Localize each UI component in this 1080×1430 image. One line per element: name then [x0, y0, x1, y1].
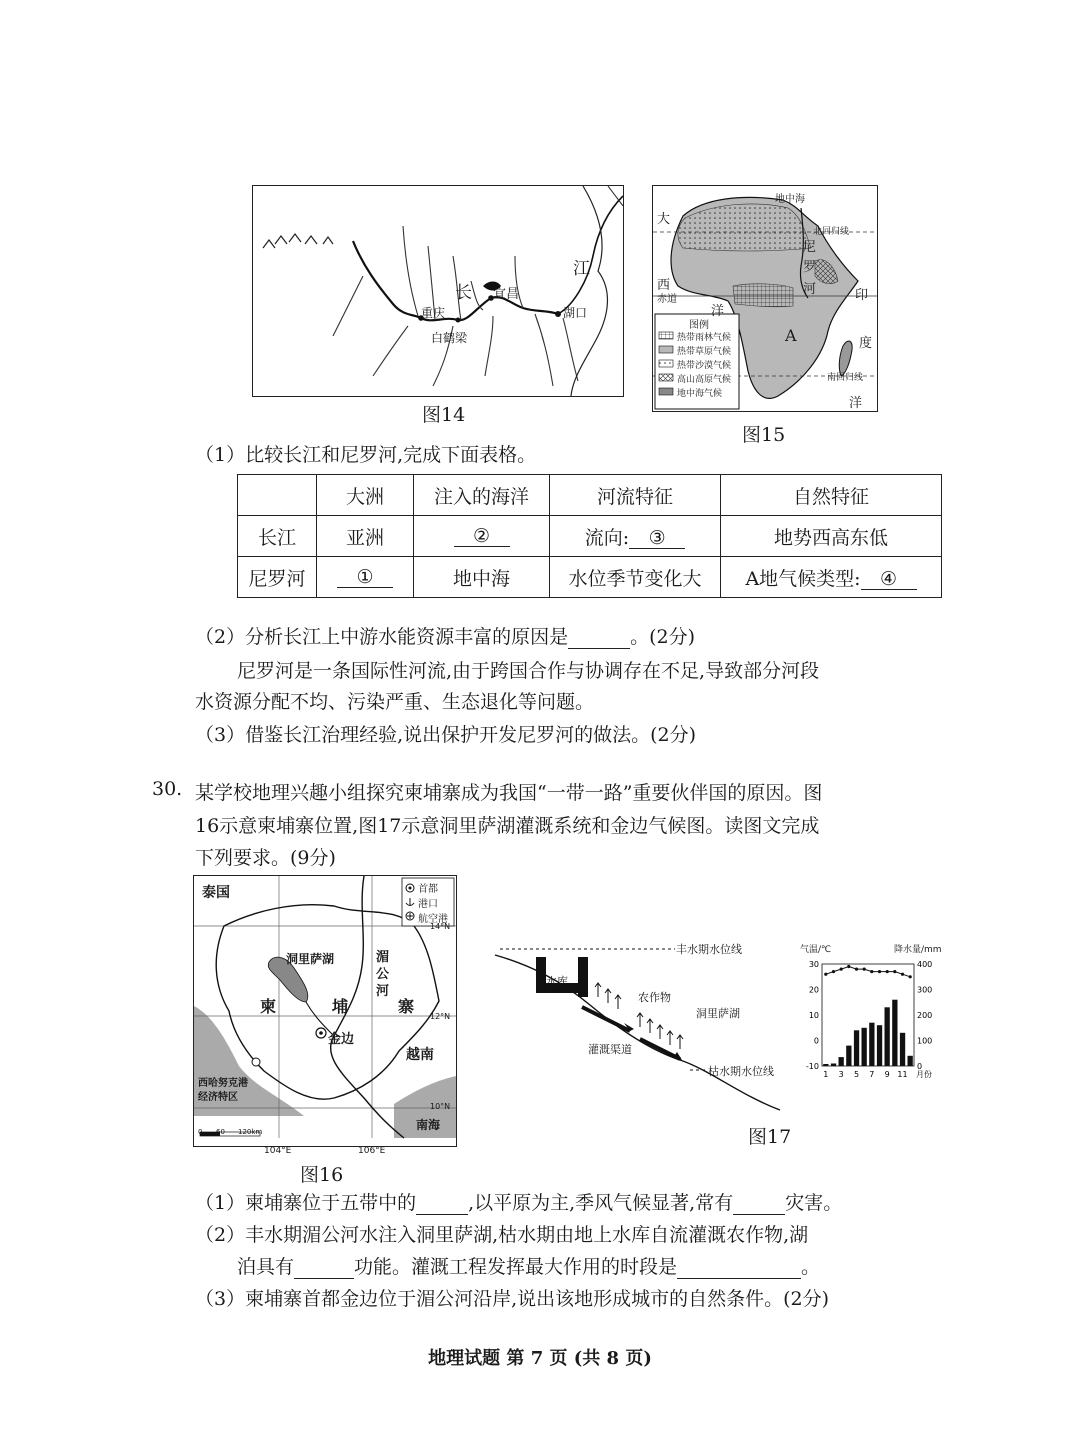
row-yangtze-continent: 亚洲 — [317, 516, 414, 557]
scale-60: 60 — [216, 1128, 225, 1136]
label-sez-1: 西哈努克港 — [198, 1078, 248, 1089]
q30-1-blank-2[interactable] — [733, 1193, 785, 1215]
label-sez-2: 经济特区 — [198, 1092, 238, 1103]
table-header-row — [238, 475, 942, 516]
precip-tick-label: 0 — [917, 1062, 923, 1071]
precip-bar — [831, 1064, 836, 1067]
label-indian-1: 印 — [855, 288, 869, 303]
row-yangtze-name: 长江 — [238, 516, 317, 557]
question-3-text: （3）借鉴长江治理经验,说出保护开发尼罗河的做法。(2分) — [195, 724, 697, 746]
hukou-dot — [555, 311, 561, 317]
question-30-number: 30. — [152, 778, 183, 800]
figure-14-caption: 图14 — [422, 404, 466, 426]
figure-14-yangtze-map — [252, 185, 624, 397]
label-nile-1: 尼 — [803, 240, 817, 255]
precip-bar — [885, 1007, 890, 1066]
month-tick-label: 5 — [853, 1070, 860, 1079]
climate-temp-axis-label: 气温/℃ — [800, 945, 832, 955]
figure-15-africa-climate-map — [652, 185, 878, 412]
precip-bar — [892, 1000, 897, 1066]
legend-highland: 高山高原气候 — [677, 375, 732, 385]
row-yangtze-nature: 地势西高东低 — [721, 516, 942, 557]
table-header-ocean: 注入的海洋 — [414, 475, 550, 516]
q30-1-blank-1[interactable] — [416, 1193, 468, 1215]
label-mekong-2: 公 — [376, 967, 390, 982]
yangtze-map-drawing — [253, 186, 623, 396]
row-nile-feature: 水位季节变化大 — [550, 557, 721, 598]
precip-tick-label: 100 — [917, 1036, 933, 1046]
label-tropic-south: 南回归线 — [827, 373, 864, 383]
row-nile-name: 尼罗河 — [238, 557, 317, 598]
label-yangtze-1: 长 — [455, 283, 472, 303]
label-hukou: 湖口 — [563, 306, 588, 320]
month-tick-label: 3 — [838, 1070, 844, 1079]
temperature-point — [824, 973, 827, 976]
legend-title: 图例 — [689, 320, 709, 331]
label-vietnam: 越南 — [406, 1047, 434, 1063]
label-lon-104: 104°E — [264, 1146, 292, 1156]
label-equator: 赤道 — [657, 294, 677, 305]
temperature-point — [855, 968, 858, 971]
question-2-blank[interactable] — [568, 627, 630, 649]
label-nile-2: 罗 — [803, 260, 817, 275]
port-symbol-icon — [252, 1058, 260, 1066]
row-yangtze-ocean-cell — [414, 516, 550, 557]
month-tick-label: 7 — [869, 1070, 875, 1079]
legend-airport: 航空港 — [418, 914, 448, 925]
climate-chart-svg — [796, 942, 946, 1090]
precip-bar — [908, 1056, 913, 1066]
table-row — [238, 516, 942, 557]
temperature-point — [909, 975, 912, 978]
figure-17-irrigation-diagram — [490, 935, 790, 1115]
label-indian-2: 度 — [859, 336, 873, 351]
q30-1-part-b: ,以平原为主,季风气候显著,常有 — [468, 1192, 734, 1214]
table-row — [238, 557, 942, 598]
label-yangtze-2: 江 — [573, 259, 590, 279]
figure-16-cambodia-map — [193, 875, 457, 1147]
climate-chart — [796, 942, 946, 1090]
label-yichang: 宜昌 — [493, 287, 520, 302]
temperature-point — [886, 970, 889, 973]
climate-type-label: A地气候类型: — [745, 567, 861, 590]
legend-capital: 首都 — [418, 884, 438, 895]
scale-120: 120km — [238, 1128, 263, 1136]
precip-bar — [877, 1025, 882, 1066]
q30-1-part-c: 灾害。 — [785, 1192, 843, 1214]
q30-2-blank-2[interactable] — [677, 1257, 801, 1279]
label-crops: 农作物 — [638, 991, 671, 1004]
temperature-point — [878, 970, 881, 973]
row-yangtze-feature-cell — [550, 516, 721, 557]
temperature-point — [870, 970, 873, 973]
nile-paragraph-line-1: 尼罗河是一条国际性河流,由于跨国合作与协调存在不足,导致部分河段 — [237, 660, 820, 682]
question-2-suffix: 。(2分) — [630, 626, 696, 648]
figure-16-caption: 图16 — [300, 1164, 344, 1186]
precip-bar — [900, 1033, 905, 1066]
blank-4[interactable]: ④ — [861, 569, 917, 591]
question-30-1 — [195, 1188, 842, 1215]
cambodia-map-drawing — [194, 876, 456, 1146]
precip-tick-label: 400 — [917, 960, 933, 969]
month-tick-label: 9 — [884, 1070, 890, 1079]
row-nile-continent-cell — [317, 557, 414, 598]
temp-tick-label: 10 — [808, 1011, 819, 1020]
row-nile-ocean: 地中海 — [414, 557, 550, 598]
month-tick-label: 11 — [897, 1070, 908, 1079]
blank-2[interactable]: ② — [454, 526, 510, 548]
label-atlantic-2: 西 — [657, 278, 671, 293]
label-lon-106: 106°E — [358, 1146, 386, 1156]
legend-port: 港口 — [418, 899, 438, 910]
table-header-natural-feature: 自然特征 — [721, 475, 942, 516]
label-indian-3: 洋 — [849, 396, 863, 411]
label-atlantic-3: 洋 — [711, 304, 725, 319]
comparison-table — [237, 474, 942, 598]
label-mekong-1: 湄 — [376, 950, 390, 965]
label-point-a: A — [785, 326, 797, 345]
label-chongqing: 重庆 — [421, 306, 446, 320]
baiheliang-dot — [456, 318, 461, 323]
precip-bar — [862, 1028, 867, 1066]
label-low-water-line: 枯水期水位线 — [708, 1065, 774, 1078]
label-tropic-north: 北回归线 — [813, 227, 850, 237]
nile-paragraph-line-2: 水资源分配不均、污染严重、生态退化等问题。 — [195, 691, 595, 713]
q30-2-part-a: 泊具有 — [237, 1256, 295, 1278]
temperature-point — [893, 970, 896, 973]
temperature-point — [847, 965, 850, 968]
month-tick-label: 1 — [823, 1070, 829, 1079]
irrigation-drawing — [490, 935, 790, 1115]
label-high-water-line: 丰水期水位线 — [676, 943, 742, 956]
question-2 — [195, 622, 695, 649]
climate-precip-axis-label: 降水量/mm — [894, 945, 942, 955]
question-30-2-line-2 — [237, 1252, 820, 1279]
temp-tick-label: 20 — [808, 985, 819, 995]
question-30-line-1: 某学校地理兴趣小组探究柬埔寨成为我国“一带一路”重要伙伴国的原因。图 — [195, 782, 823, 804]
label-lat-12: 12°N — [430, 1012, 451, 1021]
question-2-text: （2）分析长江上中游水能资源丰富的原因是 — [195, 626, 569, 648]
precip-bar — [869, 1023, 874, 1066]
precip-tick-label: 200 — [917, 1011, 933, 1020]
temperature-point — [863, 968, 866, 971]
page-footer: 地理试题 第 7 页 (共 8 页) — [428, 1348, 652, 1369]
label-reservoir-1: 地上 — [546, 962, 568, 975]
temperature-point — [832, 970, 835, 973]
question-30-line-2: 16示意柬埔寨位置,图17示意洞里萨湖灌溉系统和金边气候图。读图文完成 — [195, 815, 820, 837]
label-atlantic-1: 大 — [657, 212, 671, 227]
precip-bar — [823, 1064, 828, 1066]
label-phnom-penh: 金边 — [328, 1032, 355, 1047]
label-tonle-sap: 洞里萨湖 — [286, 952, 335, 966]
precip-bar — [839, 1057, 844, 1066]
figure-15-caption: 图15 — [742, 424, 786, 446]
temperature-point — [840, 968, 843, 971]
legend-rainforest: 热带雨林气候 — [677, 333, 732, 343]
precip-bar — [854, 1030, 859, 1066]
label-reservoir-2: 水库 — [546, 975, 568, 988]
temp-tick-label: 30 — [808, 960, 819, 969]
precip-bar — [846, 1046, 851, 1066]
table-header-river-feature: 河流特征 — [550, 475, 721, 516]
label-thailand: 泰国 — [202, 885, 230, 901]
label-cambodia-2: 埔 — [332, 997, 349, 1016]
temp-tick-label: 0 — [813, 1036, 819, 1046]
temperature-point — [901, 973, 904, 976]
blank-3[interactable]: ③ — [629, 528, 685, 550]
row-nile-nature-cell — [721, 557, 942, 598]
legend-savanna: 热带草原气候 — [677, 347, 732, 357]
q30-2-part-b: 功能。灌溉工程发挥最大作用的时段是 — [354, 1256, 678, 1278]
label-baiheliang: 白鹤梁 — [431, 331, 468, 345]
label-cambodia-1: 柬 — [260, 997, 277, 1016]
q30-1-part-a: （1）柬埔寨位于五带中的 — [195, 1192, 417, 1214]
label-mediterranean: 地中海 — [775, 194, 805, 205]
temp-tick-label: -10 — [805, 1062, 819, 1071]
label-nile-3: 河 — [803, 282, 817, 297]
table-header-continent: 大洲 — [317, 475, 414, 516]
label-mekong-3: 河 — [376, 984, 390, 999]
q30-2-part-c: 。 — [801, 1256, 821, 1278]
blank-1[interactable]: ① — [337, 567, 393, 589]
temperature-line — [826, 967, 910, 977]
question-1-text: （1）比较长江和尼罗河,完成下面表格。 — [195, 444, 537, 466]
label-lat-10: 10°N — [430, 1102, 451, 1111]
label-cambodia-3: 寨 — [398, 997, 415, 1016]
legend-mediterranean: 地中海气候 — [677, 389, 723, 399]
figure-17-caption: 图17 — [748, 1126, 792, 1148]
label-south-sea: 南海 — [416, 1118, 441, 1132]
q30-3-text: （3）柬埔寨首都金边位于湄公河沿岸,说出该地形成城市的自然条件。(2分) — [195, 1288, 830, 1310]
scale-0: 0 — [198, 1128, 203, 1136]
q30-2-blank-1[interactable] — [294, 1257, 354, 1279]
legend-desert: 热带沙漠气候 — [677, 361, 732, 371]
q30-2-line-1: （2）丰水期湄公河水注入洞里萨湖,枯水期由地上水库自流灌溉农作物,湖 — [195, 1224, 809, 1246]
label-lat-14: 14°N — [430, 922, 451, 931]
table-header-empty — [238, 475, 317, 516]
precip-tick-label: 300 — [917, 985, 933, 995]
label-canal: 灌溉渠道 — [588, 1043, 632, 1056]
month-unit-label: 月份 — [916, 1070, 932, 1079]
label-tonle-sap-17: 洞里萨湖 — [696, 1007, 740, 1020]
flow-direction-label: 流向: — [584, 526, 630, 549]
question-30-line-3: 下列要求。(9分) — [195, 847, 336, 869]
